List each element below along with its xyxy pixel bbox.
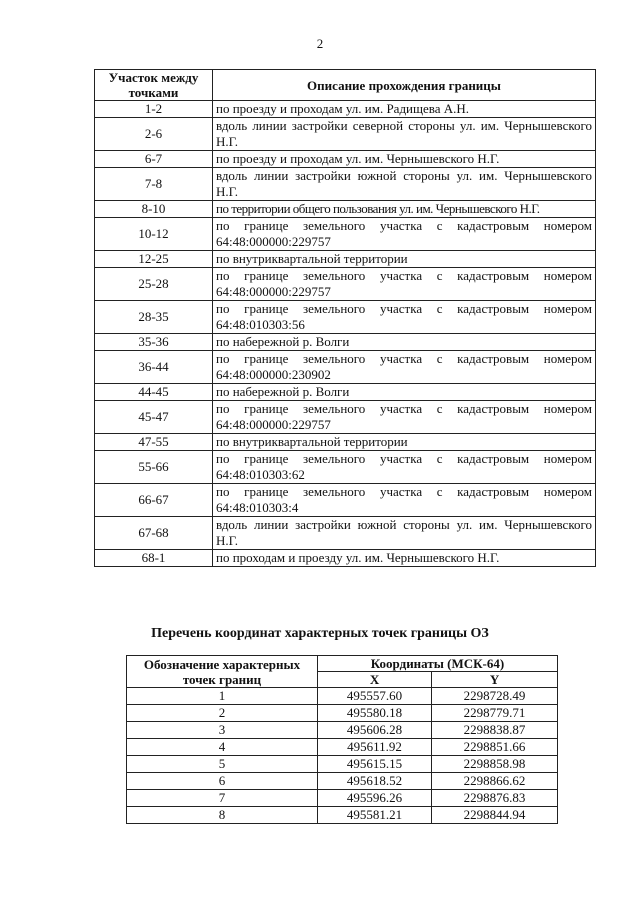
description-cell: по границе земельного участка с кадастровым номером 64:48:010303:4 (213, 484, 596, 517)
table-row (95, 251, 596, 268)
point-cell: 7 (127, 790, 318, 807)
description-cell: по границе земельного участка с кадастровым номером 64:48:000000:229757 (213, 218, 596, 251)
x-coordinate-cell: 495581.21 (318, 807, 432, 824)
description-cell: вдоль линии застройки южной стороны ул. им. Чернышевского Н.Г. (213, 168, 596, 201)
table-row (127, 739, 558, 756)
segment-column-header: Участок между точками (95, 70, 213, 101)
table-row (127, 790, 558, 807)
segment-cell: 25-28 (95, 268, 213, 301)
segment-cell: 2-6 (95, 118, 213, 151)
description-cell: по набережной р. Волги (213, 334, 596, 351)
y-coordinate-cell: 2298866.62 (432, 773, 558, 790)
table-header-row (127, 656, 558, 672)
table-row (95, 434, 596, 451)
description-cell: по внутриквартальной территории (213, 434, 596, 451)
x-coordinate-cell: 495596.26 (318, 790, 432, 807)
description-cell: по внутриквартальной территории (213, 251, 596, 268)
point-cell: 4 (127, 739, 318, 756)
x-coordinate-cell: 495606.28 (318, 722, 432, 739)
description-cell: по границе земельного участка с кадастровым номером 64:48:000000:229757 (213, 401, 596, 434)
table-row (95, 201, 596, 218)
segment-cell: 66-67 (95, 484, 213, 517)
description-cell: по границе земельного участка с кадастровым номером 64:48:000000:230902 (213, 351, 596, 384)
segment-cell: 44-45 (95, 384, 213, 401)
table-row (95, 351, 596, 384)
segment-cell: 36-44 (95, 351, 213, 384)
table-row (127, 773, 558, 790)
segment-cell: 6-7 (95, 151, 213, 168)
table-row (127, 807, 558, 824)
coordinates-table (126, 655, 558, 824)
segment-cell: 7-8 (95, 168, 213, 201)
table-row (95, 550, 596, 567)
table-row (95, 101, 596, 118)
point-cell: 1 (127, 688, 318, 705)
point-column-header: Обозначение характерных точек границ (127, 656, 318, 688)
table-row (95, 151, 596, 168)
table-row (127, 722, 558, 739)
point-cell: 2 (127, 705, 318, 722)
segment-cell: 47-55 (95, 434, 213, 451)
y-column-header: Y (432, 672, 558, 688)
x-coordinate-cell: 495580.18 (318, 705, 432, 722)
point-cell: 6 (127, 773, 318, 790)
table-row (127, 688, 558, 705)
table-row (127, 756, 558, 773)
description-cell: вдоль линии застройки северной стороны ул. им. Чернышевского Н.Г. (213, 118, 596, 151)
table-header-row (95, 70, 596, 101)
segment-cell: 1-2 (95, 101, 213, 118)
y-coordinate-cell: 2298858.98 (432, 756, 558, 773)
segment-cell: 55-66 (95, 451, 213, 484)
table-row (95, 301, 596, 334)
description-cell: по набережной р. Волги (213, 384, 596, 401)
y-coordinate-cell: 2298851.66 (432, 739, 558, 756)
y-coordinate-cell: 2298844.94 (432, 807, 558, 824)
point-cell: 5 (127, 756, 318, 773)
segment-cell: 67-68 (95, 517, 213, 550)
table-row (95, 168, 596, 201)
segment-cell: 68-1 (95, 550, 213, 567)
table-row (95, 401, 596, 434)
coordinates-column-header: Координаты (МСК-64) (318, 656, 558, 672)
x-coordinate-cell: 495557.60 (318, 688, 432, 705)
description-cell: по границе земельного участка с кадастровым номером 64:48:000000:229757 (213, 268, 596, 301)
table-row (95, 118, 596, 151)
segment-cell: 28-35 (95, 301, 213, 334)
point-cell: 3 (127, 722, 318, 739)
segment-cell: 8-10 (95, 201, 213, 218)
description-cell: по границе земельного участка с кадастровым номером 64:48:010303:56 (213, 301, 596, 334)
segment-cell: 10-12 (95, 218, 213, 251)
description-cell: вдоль линии застройки южной стороны ул. им. Чернышевского Н.Г. (213, 517, 596, 550)
description-cell: по проезду и проходам ул. им. Чернышевского Н.Г. (213, 151, 596, 168)
point-cell: 8 (127, 807, 318, 824)
segment-cell: 45-47 (95, 401, 213, 434)
table-row (95, 384, 596, 401)
y-coordinate-cell: 2298876.83 (432, 790, 558, 807)
x-coordinate-cell: 495615.15 (318, 756, 432, 773)
segment-cell: 12-25 (95, 251, 213, 268)
description-cell: по проходам и проезду ул. им. Чернышевского Н.Г. (213, 550, 596, 567)
table-row (127, 705, 558, 722)
x-column-header: X (318, 672, 432, 688)
y-coordinate-cell: 2298728.49 (432, 688, 558, 705)
x-coordinate-cell: 495618.52 (318, 773, 432, 790)
table-row (95, 218, 596, 251)
description-column-header: Описание прохождения границы (213, 70, 596, 101)
description-cell: по границе земельного участка с кадастровым номером 64:48:010303:62 (213, 451, 596, 484)
y-coordinate-cell: 2298779.71 (432, 705, 558, 722)
x-coordinate-cell: 495611.92 (318, 739, 432, 756)
table-row (95, 334, 596, 351)
description-cell: по проезду и проходам ул. им. Радищева А.Н. (213, 101, 596, 118)
table-row (95, 268, 596, 301)
coordinates-section-title: Перечень координат характерных точек границы ОЗ (151, 626, 489, 641)
description-cell: по территории общего пользования ул. им. Чернышевского Н.Г. (213, 201, 596, 218)
boundary-description-table (94, 69, 596, 567)
table-row (95, 451, 596, 484)
page-number: 2 (316, 36, 324, 51)
table-row (95, 484, 596, 517)
table-row (95, 517, 596, 550)
y-coordinate-cell: 2298838.87 (432, 722, 558, 739)
segment-cell: 35-36 (95, 334, 213, 351)
